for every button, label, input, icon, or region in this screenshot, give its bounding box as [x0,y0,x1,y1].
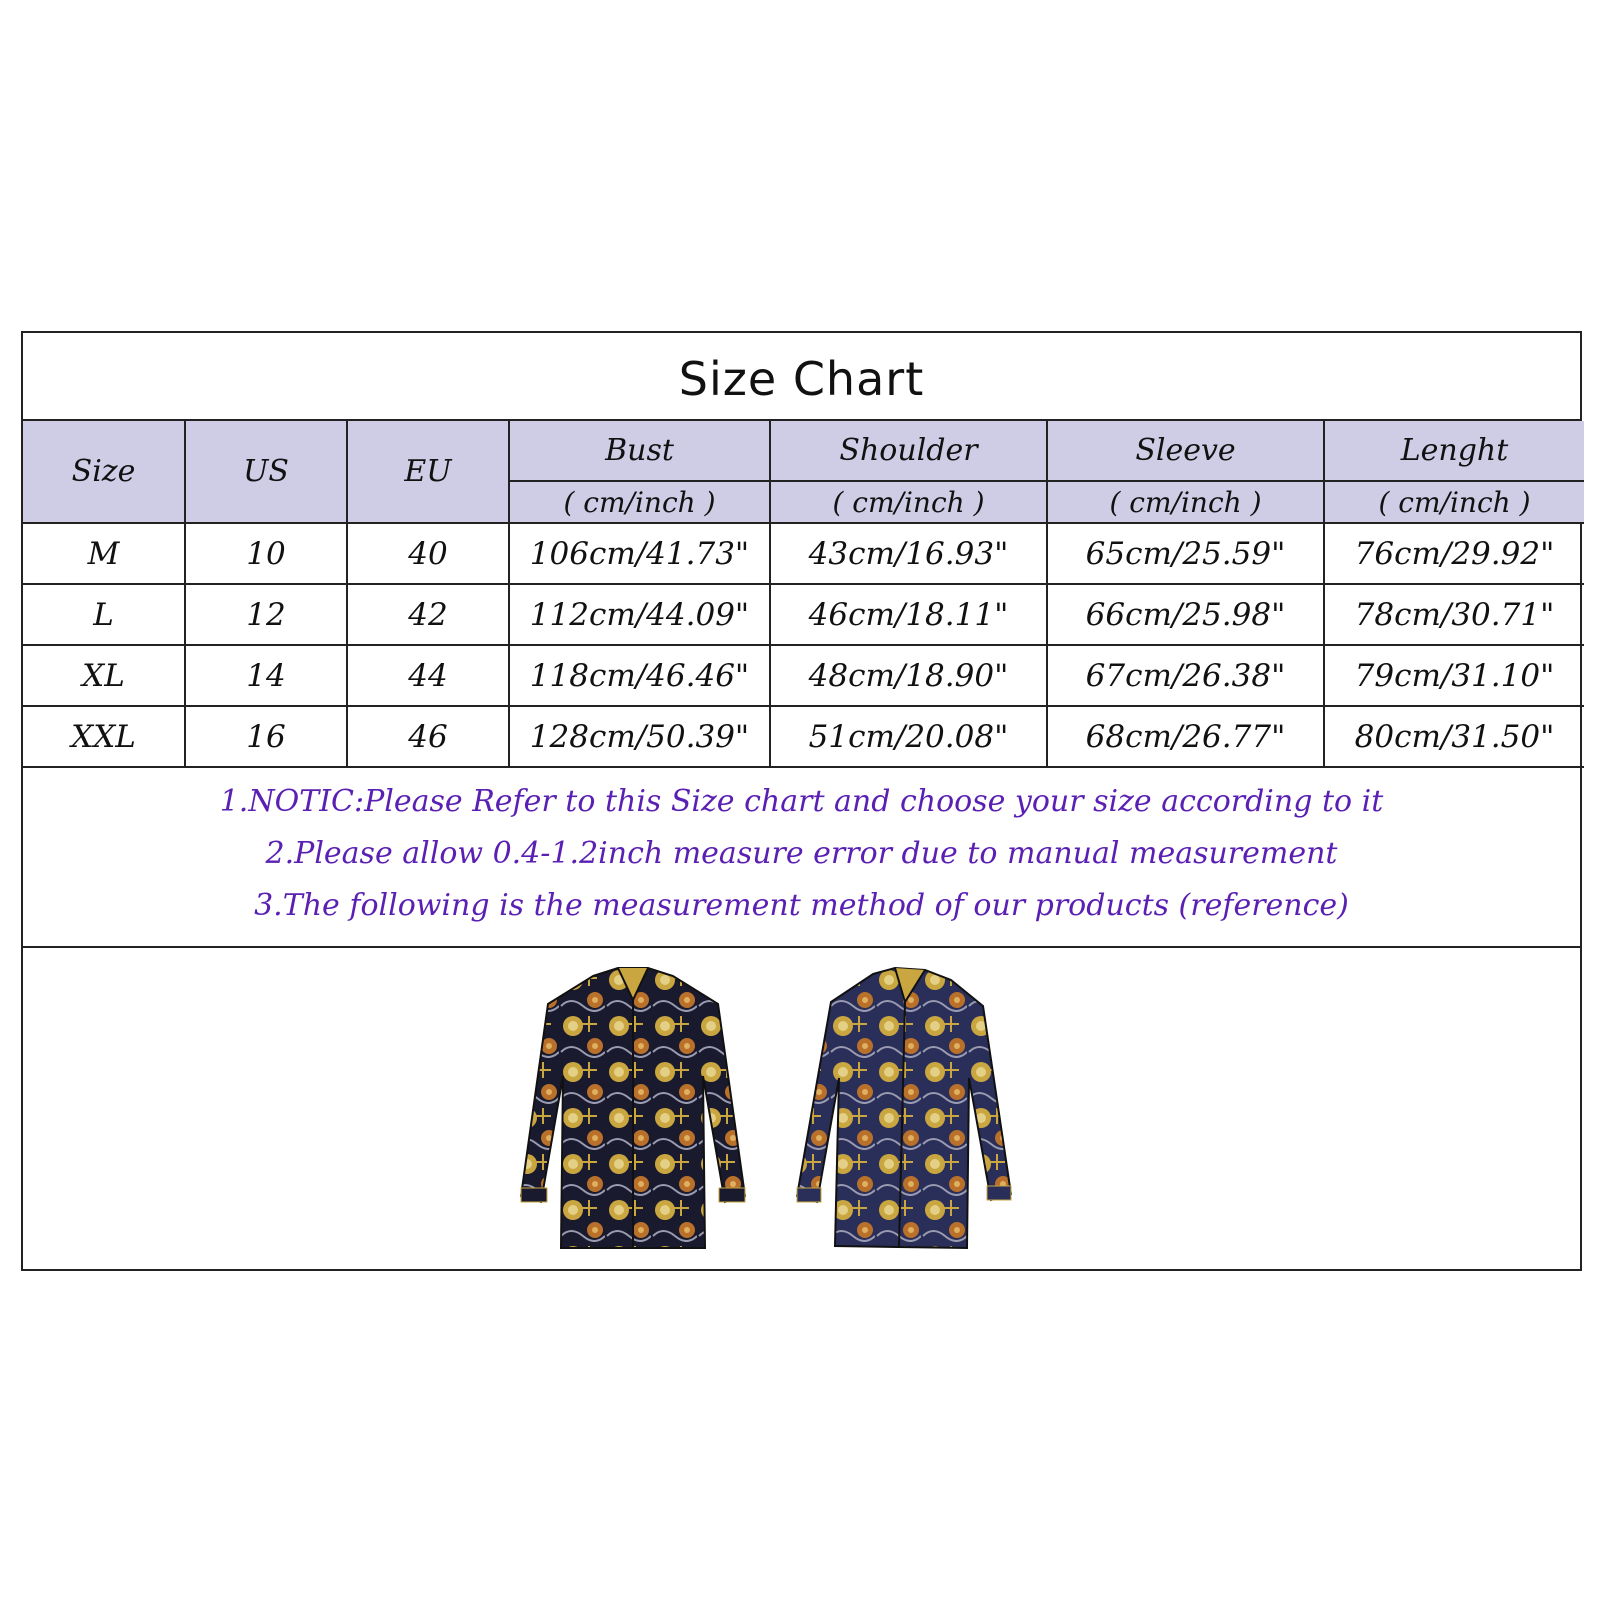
note-line: 3.The following is the measurement method of our products (reference) [254,888,1349,923]
page-title: Size Chart [23,333,1580,421]
cell-bust: 128cm/50.39" [509,706,770,767]
cell-shoulder: 51cm/20.08" [770,706,1047,767]
cell-sleeve: 68cm/26.77" [1047,706,1324,767]
table-row [23,584,1584,645]
cell-eu: 46 [347,706,509,767]
floral-shirt-front-icon [513,966,753,1256]
cell-bust: 118cm/46.46" [509,645,770,706]
notes-section [23,768,1580,948]
note-line: 1.NOTIC:Please Refer to this Size chart and choose your size according to it [219,784,1384,819]
size-chart-sheet [21,331,1582,1271]
cell-us: 12 [185,584,347,645]
header-unit-shoulder: ( cm/inch ) [770,481,1047,523]
header-size: Size [23,421,185,523]
header-length: Lenght [1324,421,1584,481]
cell-length: 78cm/30.71" [1324,584,1584,645]
cell-size: XXL [23,706,185,767]
header-unit-bust: ( cm/inch ) [509,481,770,523]
cell-bust: 106cm/41.73" [509,523,770,584]
header-us: US [185,421,347,523]
header-sleeve: Sleeve [1047,421,1324,481]
cell-sleeve: 67cm/26.38" [1047,645,1324,706]
product-photos [23,948,1580,1272]
size-table [23,421,1584,768]
cell-length: 79cm/31.10" [1324,645,1584,706]
cell-us: 14 [185,645,347,706]
table-row [23,706,1584,767]
cell-shoulder: 46cm/18.11" [770,584,1047,645]
header-bust: Bust [509,421,770,481]
cell-eu: 42 [347,584,509,645]
cell-eu: 40 [347,523,509,584]
note-line: 2.Please allow 0.4-1.2inch measure error due to manual measurement [265,836,1338,871]
table-row [23,523,1584,584]
floral-shirt-angled-icon [783,966,1023,1256]
cell-sleeve: 65cm/25.59" [1047,523,1324,584]
cell-shoulder: 43cm/16.93" [770,523,1047,584]
cell-size: XL [23,645,185,706]
header-unit-length: ( cm/inch ) [1324,481,1584,523]
cell-size: L [23,584,185,645]
header-eu: EU [347,421,509,523]
cell-size: M [23,523,185,584]
cell-us: 16 [185,706,347,767]
cell-length: 80cm/31.50" [1324,706,1584,767]
header-unit-sleeve: ( cm/inch ) [1047,481,1324,523]
cell-us: 10 [185,523,347,584]
cell-length: 76cm/29.92" [1324,523,1584,584]
cell-eu: 44 [347,645,509,706]
table-row [23,645,1584,706]
cell-shoulder: 48cm/18.90" [770,645,1047,706]
header-shoulder: Shoulder [770,421,1047,481]
cell-bust: 112cm/44.09" [509,584,770,645]
cell-sleeve: 66cm/25.98" [1047,584,1324,645]
